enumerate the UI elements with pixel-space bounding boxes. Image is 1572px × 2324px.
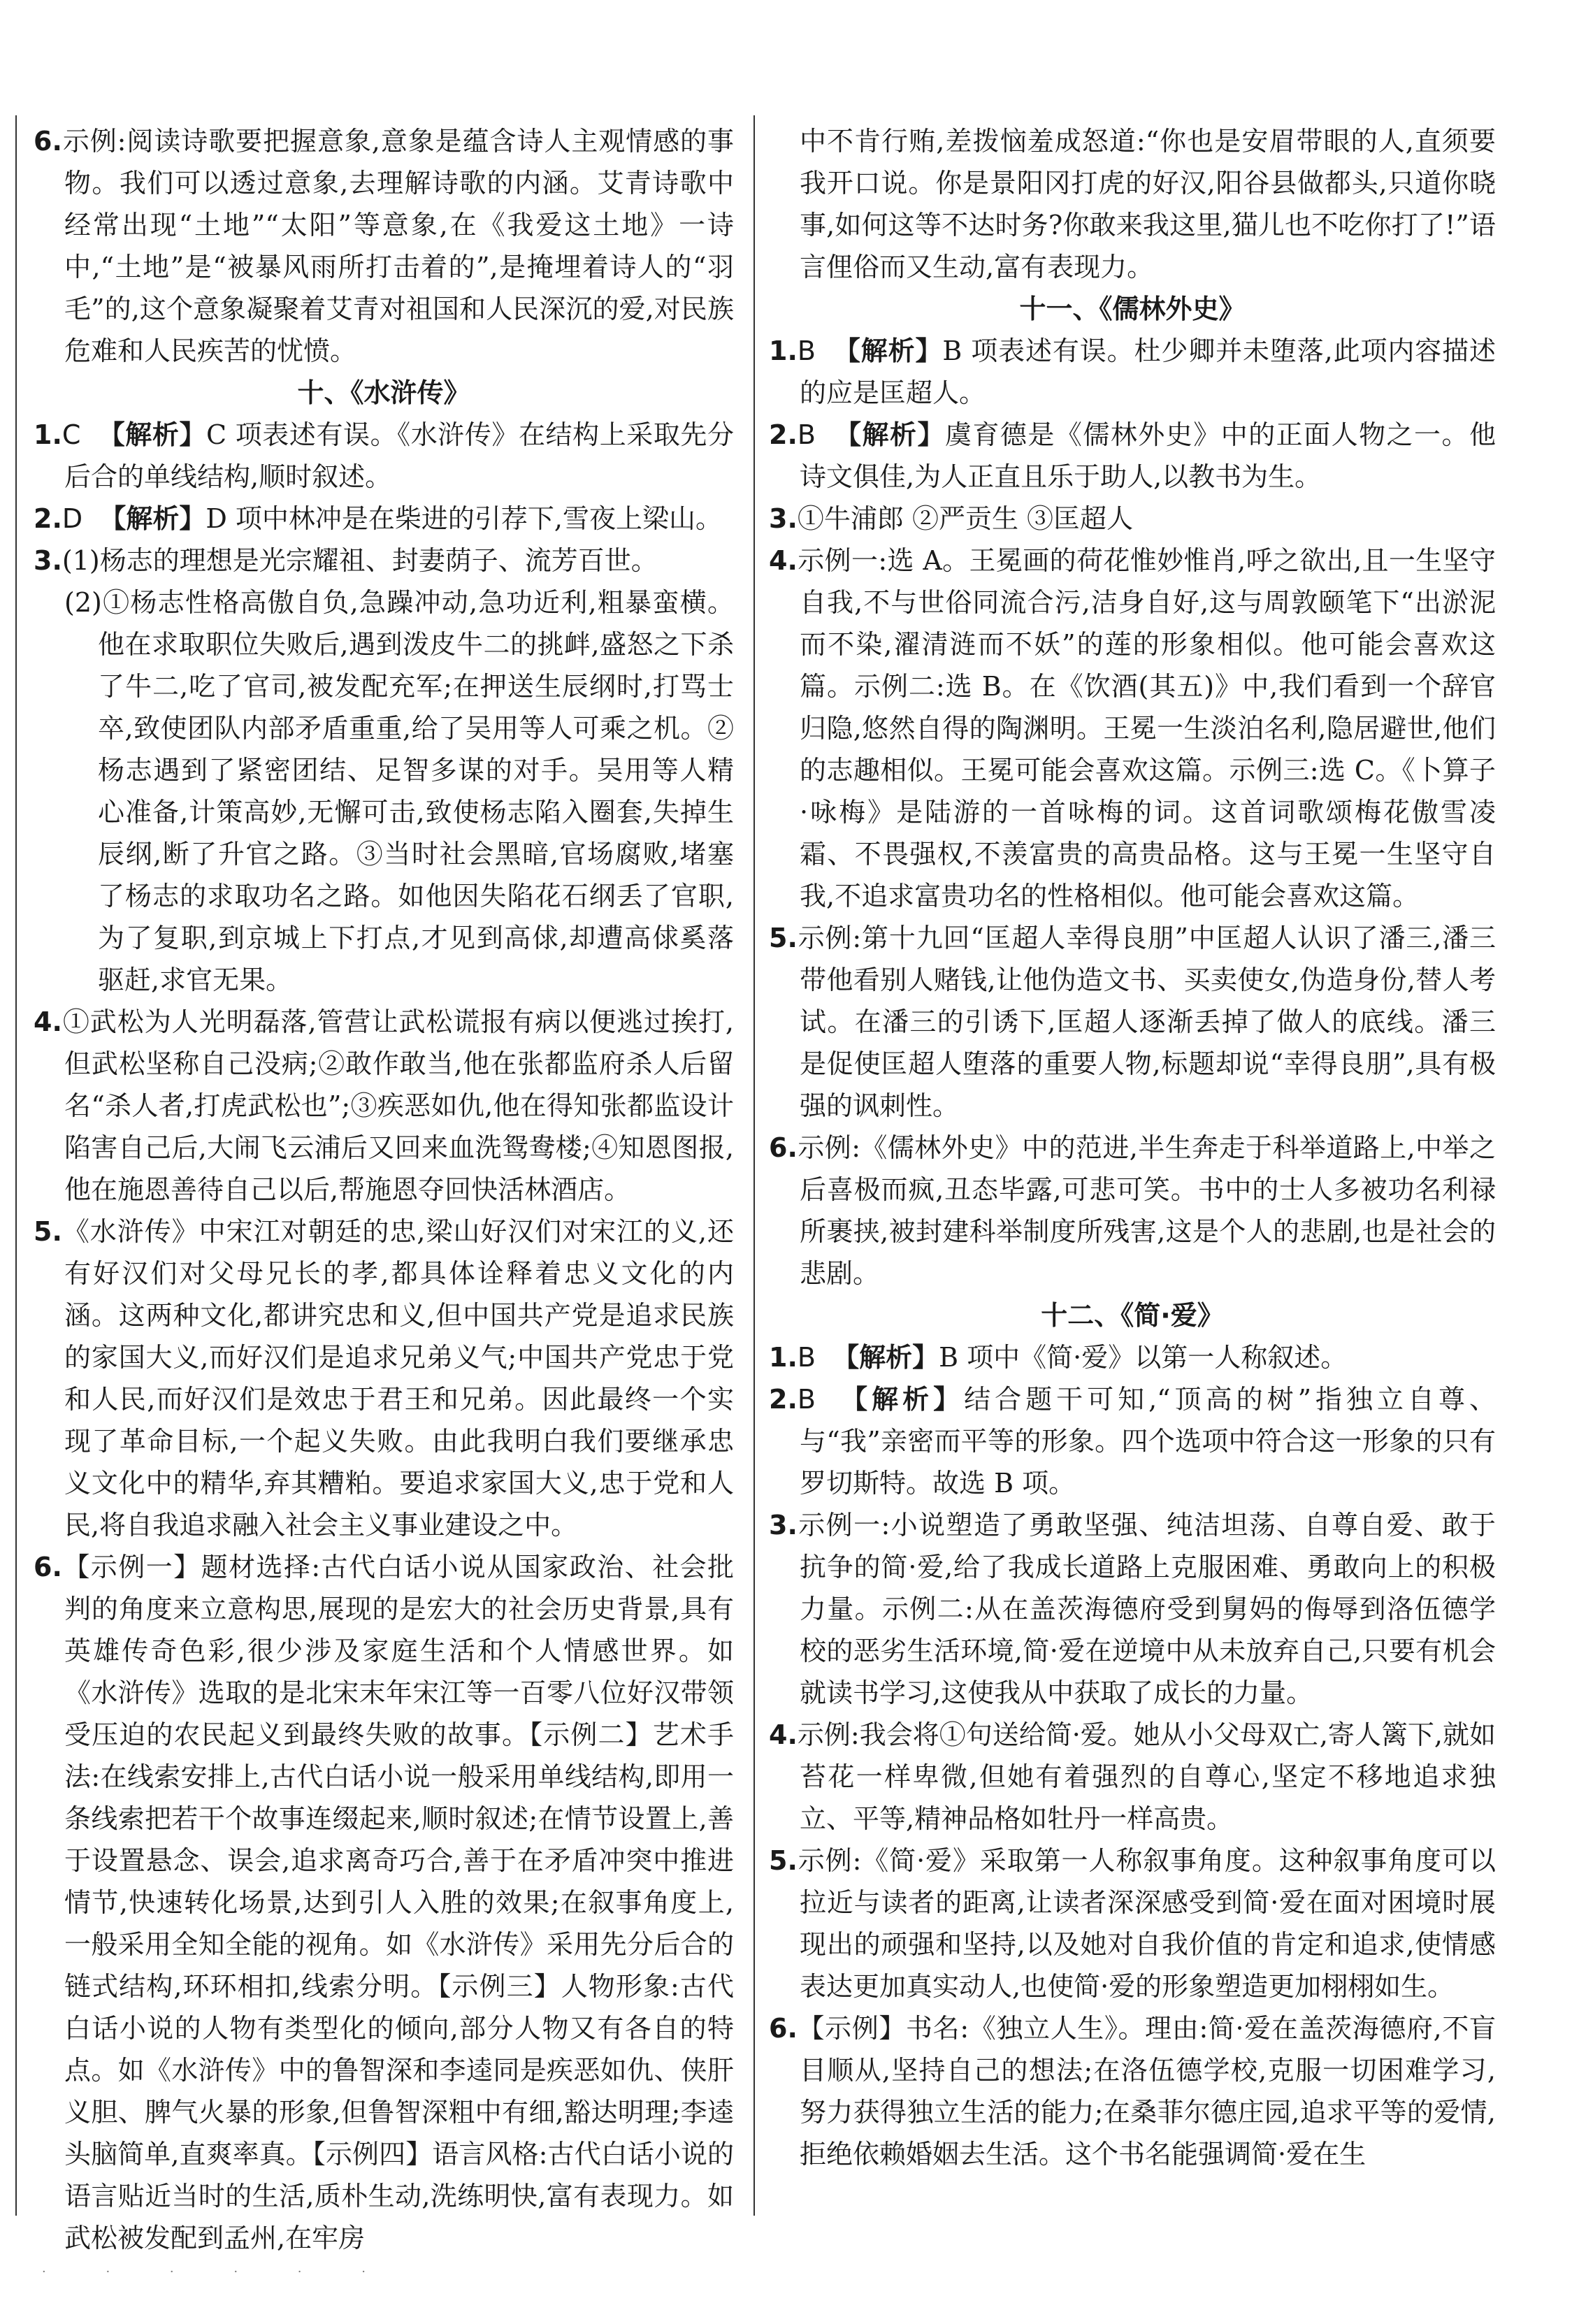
section-title: 十一、《儒林外史》 <box>1019 294 1246 324</box>
answer-item: 1.B 【解析】B 项表述有误。杜少卿并未堕落,此项内容描述的应是匡超人。 <box>769 335 1496 408</box>
answer-item: 3.①牛浦郎 ②严贡生 ③匡超人 <box>769 503 1134 534</box>
section-title: 十、《水浒传》 <box>297 377 470 408</box>
answer-item: 4.示例一:选 A。王冕画的荷花惟妙惟肖,呼之欲出,且一生坚守自我,不与世俗同流合污,洁身自好,这与周敦颐笔下“出淤泥而不染,濯清涟而不妖”的莲的形象相似。他可能会喜欢这篇。示例二:选 B。在《饮酒(其五)》中,我们看到一个辞官归隐,悠然自得的陶渊明。王冕一生淡泊名利,隐居避世,他们的志趣相似。王冕可能会喜欢这篇。示例三:选 C。《卜算子·咏梅》是陆游的一首咏梅的词。这首词歌颂梅花傲雪凌霜、不畏强权,不羡富贵的高贵品格。这与王冕一生坚守自我,不追求富贵功名的性格相似。他可能会喜欢这篇。 <box>769 545 1496 911</box>
left-margin-rule <box>15 115 17 2216</box>
answer-item: 6.【示例】书名:《独立人生》。理由:简·爱在盖茨海德府,不盲目顺从,坚持自己的想法;在洛伍德学校,克服一切困难学习,努力获得独立生活的能力;在桑菲尔德庄园,追求平等的爱情,拒绝依赖婚姻去生活。这个书名能强调简·爱在生 <box>769 2013 1496 2170</box>
right-column <box>769 120 1496 2175</box>
column-divider <box>753 115 755 2216</box>
answer-item: 6.示例:阅读诗歌要把握意象,意象是蕴含诗人主观情感的事物。我们可以透过意象,去理解诗歌的内涵。艾青诗歌中经常出现“土地”“太阳”等意象,在《我爱这土地》一诗中,“土地”是“被暴风雨所打击着的”,是掩埋着诗人的“羽毛”的,这个意象凝聚着艾青对祖国和人民深沉的爱,对民族危难和人民疾苦的忧愤。 <box>34 126 734 366</box>
answer-continuation: 中不肯行贿,差拨恼羞成怒道:“你也是安眉带眼的人,直须要我开口说。你是景阳冈打虎的好汉,阳谷县做都头,只道你晓事,如何这等不达时务?你敢来我这里,猫儿也不吃你打了!”语言俚俗而又生动,富有表现力。 <box>800 126 1496 282</box>
answer-item: 2.D 【解析】D 项中林冲是在柴进的引荐下,雪夜上梁山。 <box>34 503 722 534</box>
answer-item: 4.示例:我会将①句送给简·爱。她从小父母双亡,寄人篱下,就如苔花一样卑微,但她有着强烈的自尊心,坚定不移地追求独立、平等,精神品格如牡丹一样高贵。 <box>769 1719 1496 1834</box>
answer-item: 5.示例:《简·爱》采取第一人称叙事角度。这种叙事角度可以拉近与读者的距离,让读者深深感受到简·爱在面对困境时展现出的顽强和坚持,以及她对自我价值的肯定和追求,使情感表达更加真实动人,也使简·爱的形象塑造更加栩栩如生。 <box>769 1845 1496 2002</box>
answer-subitem: (2)①杨志性格高傲自负,急躁冲动,急功近利,粗暴蛮横。他在求取职位失败后,遇到泼皮牛二的挑衅,盛怒之下杀了牛二,吃了官司,被发配充军;在押送生辰纲时,打骂士卒,致使团队内部矛盾重重,给了吴用等人可乘之机。②杨志遇到了紧密团结、足智多谋的对手。吴用等人精心准备,计策高妙,无懈可击,致使杨志陷入圈套,失掉生辰纲,断了升官之路。③当时社会黑暗,官场腐败,堵塞了杨志的求取功名之路。如他因失陷花石纲丢了官职,为了复职,到京城上下打点,才见到高俅,却遭高俅奚落驱赶,求官无果。 <box>64 587 734 995</box>
answer-item: 6.示例:《儒林外史》中的范进,半生奔走于科举道路上,中举之后喜极而疯,丑态毕露,可悲可笑。书中的士人多被功名利禄所裹挟,被封建科举制度所残害,这是个人的悲剧,也是社会的悲剧。 <box>769 1132 1496 1289</box>
answer-item: 1.B 【解析】B 项中《简·爱》以第一人称叙述。 <box>769 1341 1348 1373</box>
answer-item: 4.①武松为人光明磊落,管营让武松谎报有病以便逃过挨打,但武松坚称自己没病;②敢作敢当,他在张都监府杀人后留名“杀人者,打虎武松也”;③疾恶如仇,他在得知张都监设计陷害自己后,大闹飞云浦后又回来血洗鸳鸯楼;④知恩图报,他在施恩善待自己以后,帮施恩夺回快活林酒店。 <box>34 1006 734 1205</box>
answer-item: 6.【示例一】题材选择:古代白话小说从国家政治、社会批判的角度来立意构思,展现的是宏大的社会历史背景,具有英雄传奇色彩,很少涉及家庭生活和个人情感世界。如《水浒传》选取的是北宋末年宋江等一百零八位好汉带领受压迫的农民起义到最终失败的故事。【示例二】艺术手法:在线索安排上,古代白话小说一般采用单线结构,即用一条线索把若干个故事连缀起来,顺时叙述;在情节设置上,善于设置悬念、误会,追求离奇巧合,善于在矛盾冲突中推进情节,快速转化场景,达到引人入胜的效果;在叙事角度上,一般采用全知全能的视角。如《水浒传》采用先分后合的链式结构,环环相扣,线索分明。【示例三】人物形象:古代白话小说的人物有类型化的倾向,部分人物又有各自的特点。如《水浒传》中的鲁智深和李逵同是疾恶如仇、侠肝义胆、脾气火暴的形象,但鲁智深粗中有细,豁达明理;李逵头脑简单,直爽率真。【示例四】语言风格:古代白话小说的语言贴近当时的生活,质朴生动,洗练明快,富有表现力。如武松被发配到孟州,在牢房 <box>34 1552 734 2253</box>
answer-item: 2.B 【解析】虞育德是《儒林外史》中的正面人物之一。他诗文俱佳,为人正直且乐于助人,以教书为生。 <box>769 419 1496 492</box>
answer-item: 3.示例一:小说塑造了勇敢坚强、纯洁坦荡、自尊自爱、敢于抗争的简·爱,给了我成长道路上克服困难、勇敢向上的积极力量。示例二:从在盖茨海德府受到舅妈的侮辱到洛伍德学校的恶劣生活环境,简·爱在逆境中从未放弃自己,只要有机会就读书学习,这使我从中获取了成长的力量。 <box>769 1510 1496 1708</box>
answer-item: 2.B 【解析】结合题干可知,“顶高的树”指独立自尊、与“我”亲密而平等的形象。四个选项中符合这一形象的只有罗切斯特。故选 B 项。 <box>769 1383 1496 1499</box>
answer-item: 5.《水浒传》中宋江对朝廷的忠,梁山好汉们对宋江的义,还有好汉们对父母兄长的孝,都具体诠释着忠义文化的内涵。这两种文化,都讲究忠和义,但中国共产党是追求民族的家国大义,而好汉们是追求兄弟义气;中国共产党忠于党和人民,而好汉们是效忠于君王和兄弟。因此最终一个实现了革命目标,一个起义失败。由此我明白我们要继承忠义文化中的精华,弃其糟粕。要追求家国大义,忠于党和人民,将自我追求融入社会主义事业建设之中。 <box>34 1216 734 1540</box>
binding-dots: · · · · · · <box>42 2265 394 2279</box>
left-column <box>34 120 734 2259</box>
answer-item: 1.C 【解析】C 项表述有误。《水浒传》在结构上采取先分后合的单线结构,顺时叙述。 <box>34 419 734 492</box>
section-title: 十二、《简·爱》 <box>1041 1300 1224 1331</box>
answer-item: 3.(1)杨志的理想是光宗耀祖、封妻荫子、流芳百世。 <box>34 545 658 576</box>
answer-item: 5.示例:第十九回“匡超人幸得良朋”中匡超人认识了潘三,潘三带他看别人赌钱,让他伪造文书、买卖使女,伪造身份,替人考试。在潘三的引诱下,匡超人逐渐丢掉了做人的底线。潘三是促使匡超人堕落的重要人物,标题却说“幸得良朋”,具有极强的讽刺性。 <box>769 923 1496 1121</box>
